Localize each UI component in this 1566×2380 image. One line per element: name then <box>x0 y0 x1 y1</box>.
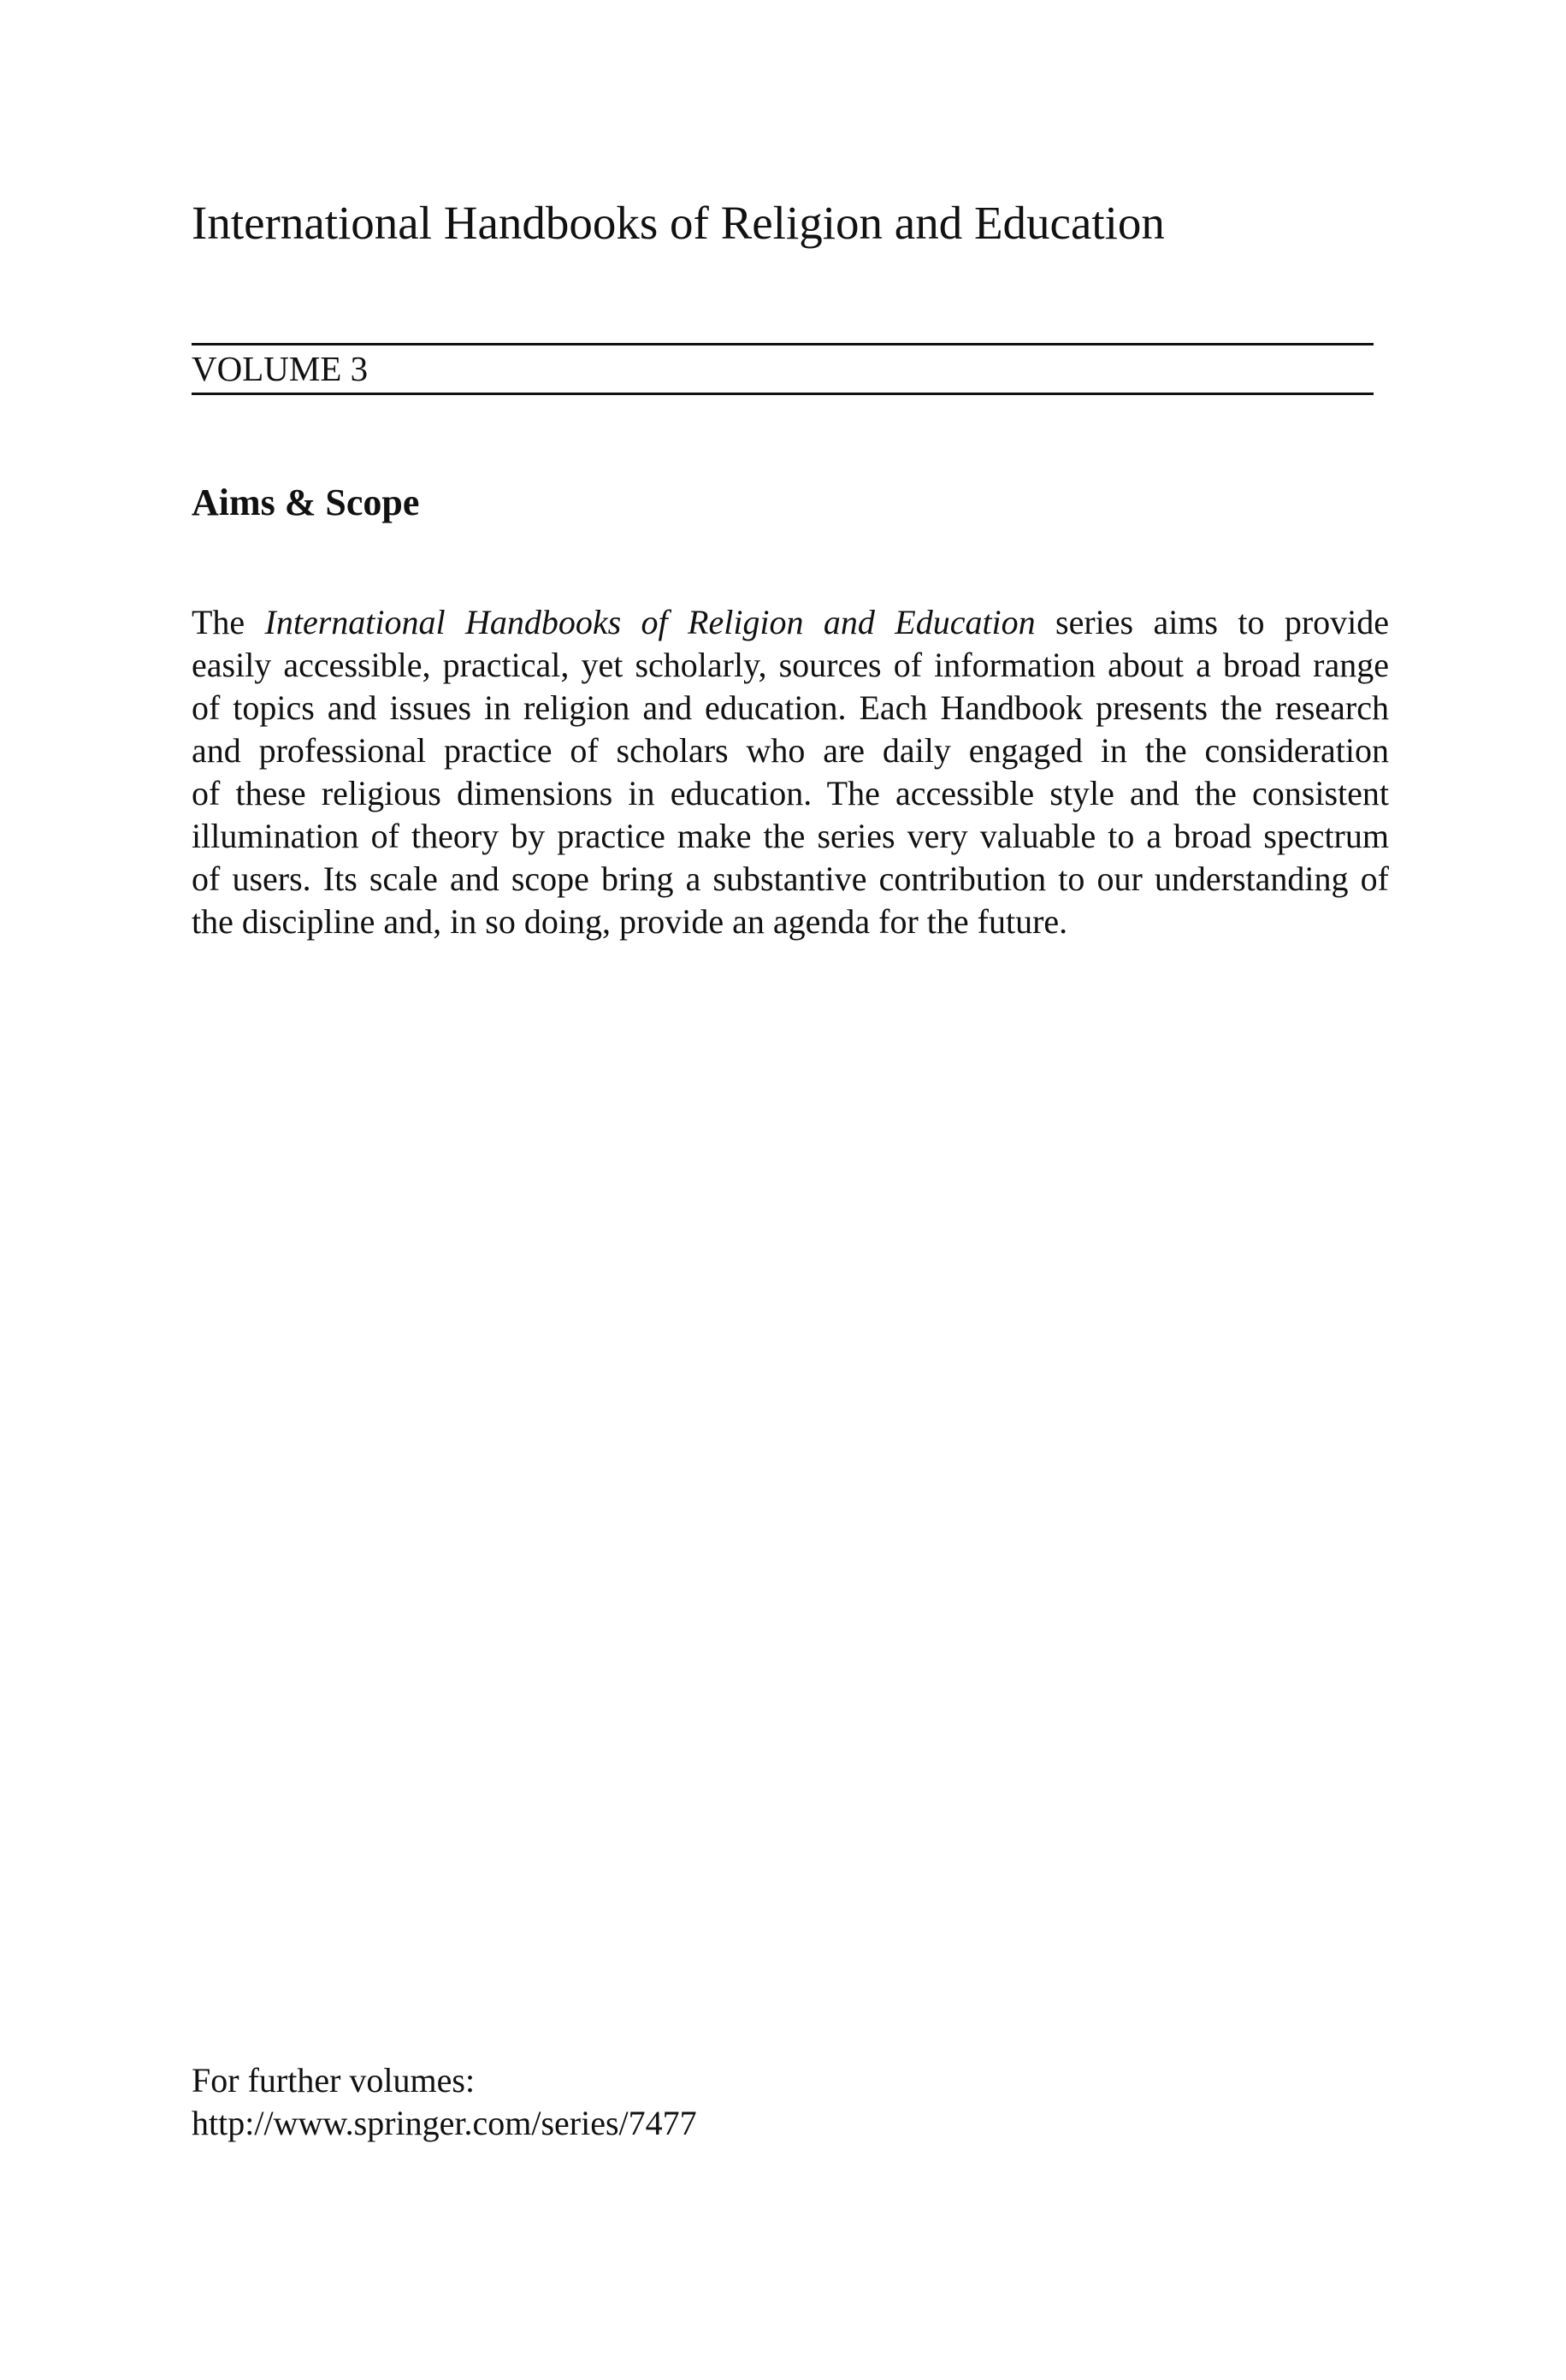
paragraph-line-3: of topics and issues in religion and education. Each Handbook presents the research <box>192 688 1389 727</box>
further-volumes <box>192 2059 697 2145</box>
paragraph-line-1 <box>192 601 1389 644</box>
volume-bottom-rule <box>192 393 1374 395</box>
volume-label: VOLUME 3 <box>192 349 369 388</box>
line-1-lead: The <box>192 603 265 641</box>
paragraph-line-6: illumination of theory by practice make the series very valuable to a broad spectrum <box>192 817 1389 855</box>
further-volumes-label: For further volumes: <box>192 2061 476 2099</box>
series-url-link[interactable]: http://www.springer.com/series/7477 <box>192 2104 697 2142</box>
aims-scope-paragraph <box>192 601 1389 943</box>
paragraph-line-7: of users. Its scale and scope bring a substantive contribution to our understanding of <box>192 859 1389 898</box>
paragraph-line-8: the discipline and, in so doing, provide an agenda for the future. <box>192 902 1068 941</box>
paragraph-line-5: of these religious dimensions in education. The accessible style and the consistent <box>192 774 1389 812</box>
line-1-tail: series aims to provide <box>1035 603 1390 641</box>
series-name-italic: International Handbooks of Religion and Education <box>264 603 1036 641</box>
paragraph-line-2: easily accessible, practical, yet scholarly, sources of information about a broad range <box>192 646 1389 684</box>
aims-scope-heading: Aims & Scope <box>192 481 420 523</box>
paragraph-line-4: and professional practice of scholars who are daily engaged in the consideration <box>192 731 1389 770</box>
series-title: International Handbooks of Religion and Education <box>192 197 1165 249</box>
volume-top-rule <box>192 343 1374 345</box>
